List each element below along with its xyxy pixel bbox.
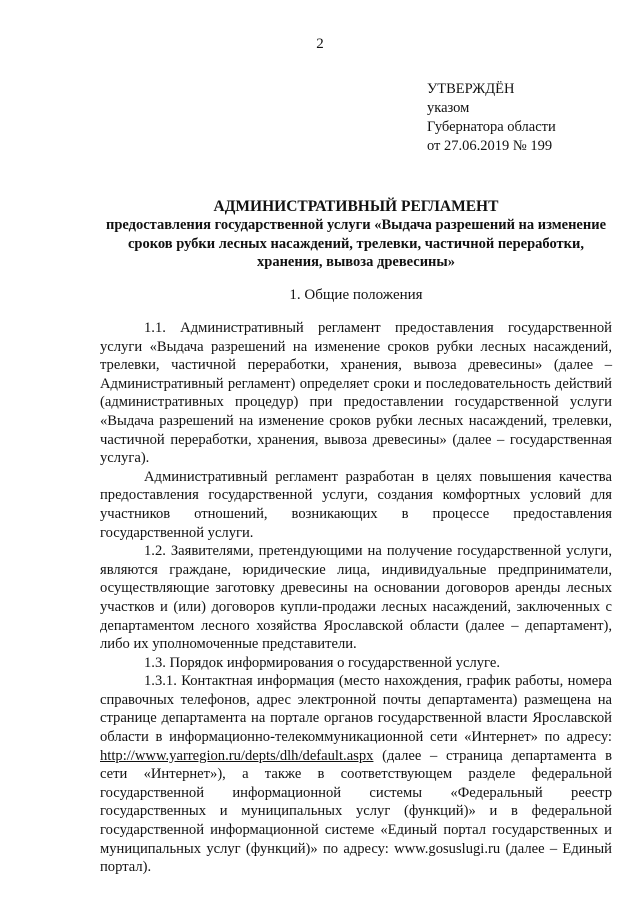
document-title bbox=[100, 197, 612, 272]
paragraph-1-3-1-text-before: 1.3.1. Контактная информация (место нахождения, график работы, номера справочных телефонов, адрес электронной почты департамента) размещена на странице департамента на портале органов государственной власти Ярославской области в информационно-телекоммуникационной сети «Интернет» по адресу: bbox=[100, 673, 612, 746]
section-heading: 1. Общие положения bbox=[289, 287, 423, 303]
title-sub: предоставления государственной услуги «Выдача разрешений на изменение сроков рубки лесных насаждений, трелевки, частичной переработки, хранения, вывоза древесины» bbox=[105, 217, 607, 270]
paragraph-1-3-1-text-after: (далее – страница департамента в сети «Интернет»), а также в соответствующем разделе федеральной государственной информационной системы «Федеральный реестр государственных и муниципальных услуг (функций)» и в федеральной государственной информационной системе «Единый портал государственных и муниципальных услуг (функций)» по адресу: www.gosuslugi.ru (далее – Единый портал). bbox=[100, 747, 612, 876]
paragraph-1-3-1 bbox=[100, 672, 612, 877]
paragraph-1-2: 1.2. Заявителями, претендующими на получение государственной услуги, являются граждане, юридические лица, индивидуальные предприниматели, осуществляющие заготовку древесины на основании договоров аренды лесных участков и (или) договоров купли-продажи лесных насаждений, заключенных с департаментом лесного хозяйства Ярославской области (далее – департамент), либо их уполномоченные представители. bbox=[100, 543, 612, 653]
department-page-link[interactable]: http://www.yarregion.ru/depts/dlh/default.aspx bbox=[100, 747, 374, 764]
approval-by: указом bbox=[427, 100, 470, 116]
document-body bbox=[100, 319, 612, 877]
approval-date-number: от 27.06.2019 № 199 bbox=[427, 138, 553, 154]
approval-block bbox=[427, 80, 556, 156]
paragraph-purpose: Административный регламент разработан в целях повышения качества предоставления государственной услуги, создания комфортных условий для участников отношений, возникающих в процессе предоставления государственной услуги. bbox=[100, 468, 612, 541]
title-main: АДМИНИСТРАТИВНЫЙ РЕГЛАМЕНТ bbox=[213, 198, 499, 215]
page-number: 2 bbox=[316, 36, 324, 52]
paragraph-1-3: 1.3. Порядок информирования о государственной услуге. bbox=[144, 654, 500, 671]
paragraph-1-1: 1.1. Административный регламент предоставления государственной услуги «Выдача разрешений на изменение сроков рубки лесных насаждений, трелевки, частичной переработки, хранения, вывоза древесины» (далее – Административный регламент) определяет сроки и последовательность действий (административных процедур) при предоставлении государственной услуги «Выдача разрешений на изменение сроков рубки лесных насаждений, трелевки, частичной переработки, хранения, вывоза древесины» (далее – государственная услуга). bbox=[100, 320, 612, 467]
approval-status: УТВЕРЖДЁН bbox=[427, 81, 515, 97]
approval-authority: Губернатора области bbox=[427, 119, 556, 135]
